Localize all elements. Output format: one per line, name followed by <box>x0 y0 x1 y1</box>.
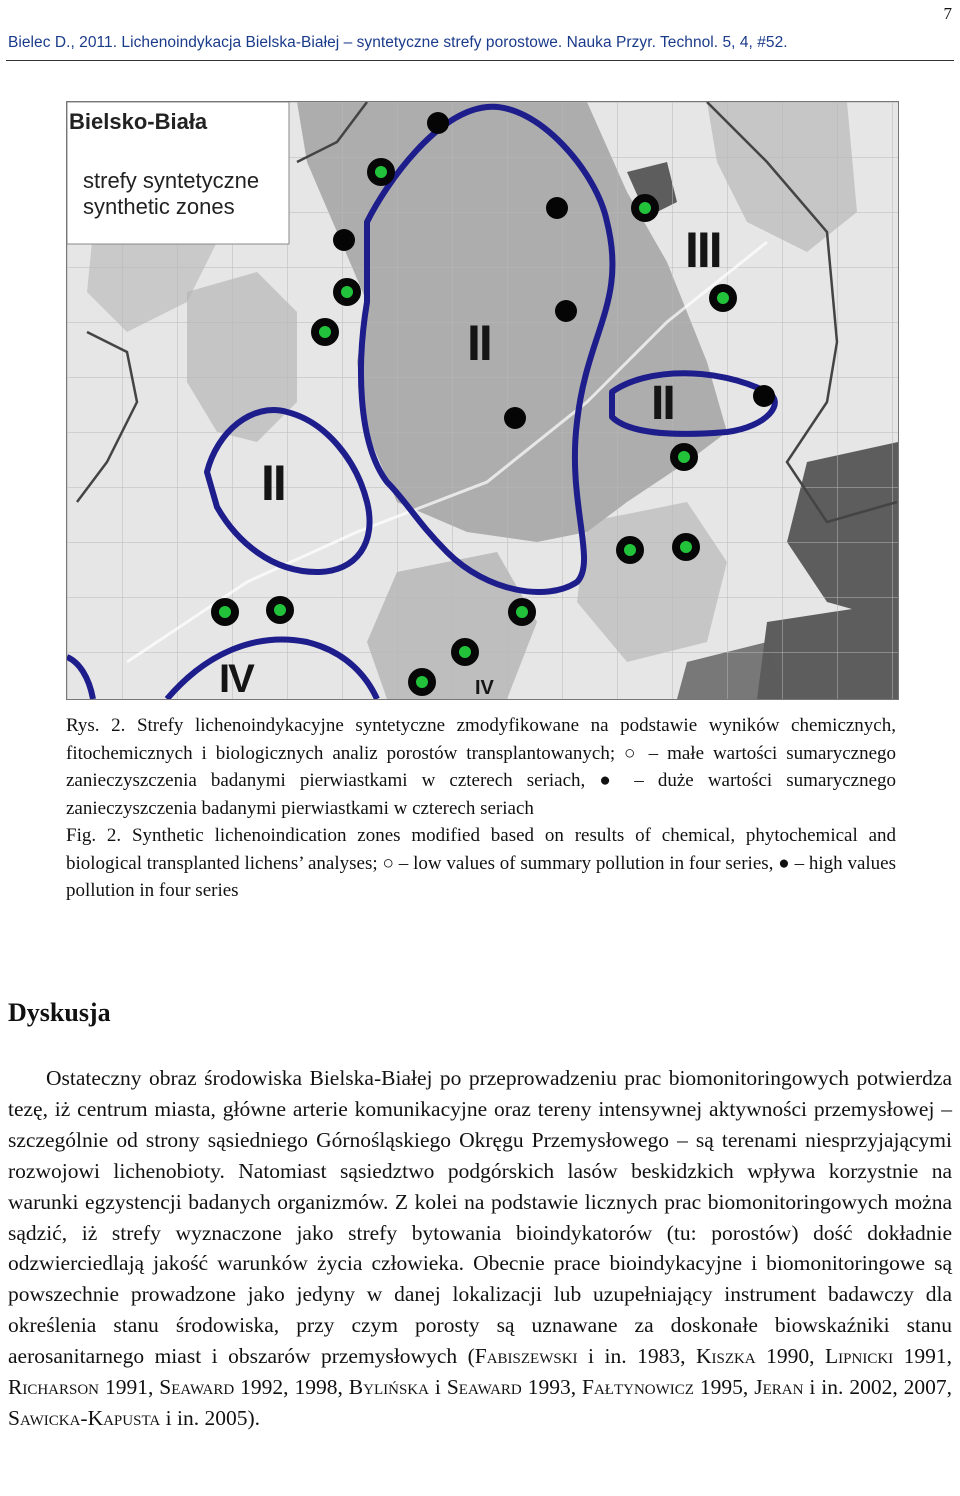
low-point <box>713 288 733 308</box>
ref-5: Bylińska i <box>348 1375 447 1400</box>
caption-polish: Rys. 2. Strefy lichenoindykacyjne syntetyczne zmodyfikowane na podstawie wyników chemicznych, fitochemicznych i biologicznych analiz porostów transplantowanych; ○ – małe wartości sumarycznego zanieczyszczenia badanymi pierwiastkami w czterech seriach, ● – duże wartości sumarycznego zanieczyszczenia badanymi pierwiastkami w czterech seriach <box>66 715 896 819</box>
ref-author: Lipnicki <box>825 1344 894 1369</box>
ref-author: Kiszka <box>695 1344 756 1369</box>
ref-author: Seaward <box>446 1375 522 1400</box>
ref-9: Sawicka-Kapusta i in. 2005). <box>8 1405 260 1430</box>
high-point <box>555 300 577 322</box>
low-point <box>676 537 696 557</box>
low-point <box>337 282 357 302</box>
zone-label-iv-south: IV <box>475 677 494 699</box>
low-point <box>371 162 391 182</box>
zone-map-figure <box>66 101 899 700</box>
page-number: 7 <box>943 4 952 23</box>
running-header: Bielec D., 2011. Lichenoindykacja Bielska-Białej – syntetyczne strefy porostowe. Nauka Przyr. Technol. 5, 4, #52. <box>8 34 788 51</box>
figure-caption <box>66 712 896 905</box>
legend-line-1: strefy syntetyczne <box>83 168 260 193</box>
low-point <box>620 540 640 560</box>
high-point <box>504 407 526 429</box>
high-point <box>546 197 568 219</box>
low-point <box>270 600 290 620</box>
discussion-text: Ostateczny obraz środowiska Bielska-Białej po przeprowadzeniu prac biomonitoringowych potwierdza tezę, iż centrum miasta, główne arterie komunikacyjne oraz tereny intensywnej aktywności przemysłowej – szczególnie od strony sąsiedniego Górnośląskiego Okręgu Przemysłowego – są terenami niesprzyjającymi rozwojowi lichenobioty. Natomiast sąsiedztwo podgórskich lasów beskidzkich wpływa korzystnie na warunki egzystencji badanych organizmów. Z kolei na podstawie licznych prac biomonitoringowych można sądzić, iż strefy wyznaczone jako strefy bytowania bioindykatorów (tu: porostów) dość dokładnie odzwierciedlają jakość warunków życia człowieka. Obecnie prace bioindykacyjne i biomonitoringowe są powszechnie prowadzone jako jedyny w danej lokalizacji lub uzupełniający instrument badawczy dla określenia stanu środowiska, przy czym porosty są uznawane za doskonałe biowskaźniki stanu aerosanitarnego miast i obszarów przemysłowych ( <box>8 1066 952 1369</box>
discussion-paragraph <box>8 1063 952 1434</box>
low-point <box>215 602 235 622</box>
ref-author: Fałtynowicz <box>582 1375 694 1400</box>
ref-author: Richarson <box>8 1375 100 1400</box>
low-point <box>512 602 532 622</box>
zone-label-ii-east: II <box>651 377 674 430</box>
ref-2: Lipnicki 1991, <box>825 1344 953 1369</box>
high-point <box>427 112 449 134</box>
ref-author: Seaward <box>159 1375 235 1400</box>
low-point <box>412 672 432 692</box>
zone-label-ii-west: II <box>261 455 285 511</box>
high-point <box>333 229 355 251</box>
low-point <box>315 322 335 342</box>
map-title: Bielsko-Biała <box>69 109 208 134</box>
ref-7: Fałtynowicz 1995, <box>582 1375 755 1400</box>
zone-label-iv-west: IV <box>219 657 253 699</box>
zone-label-iii: III <box>685 222 721 278</box>
ref-3: Richarson 1991, <box>8 1375 160 1400</box>
legend-line-2: synthetic zones <box>83 194 235 219</box>
ref-author: Bylińska <box>348 1375 429 1400</box>
ref-author: Fabiszewski <box>474 1344 578 1369</box>
ref-6: Seaward 1993, <box>446 1375 583 1400</box>
zone-label-ii-central: II <box>467 315 491 371</box>
caption-english: Fig. 2. Synthetic lichenoindication zones modified based on results of chemical, phytochemical and biological transplanted lichens’ analyses; ○ – low values of summary pollution in four series, ● – high values pollution in four series <box>66 825 896 901</box>
ref-0: Fabiszewski i in. 1983, <box>474 1344 696 1369</box>
low-point <box>674 447 694 467</box>
low-point <box>635 198 655 218</box>
ref-1: Kiszka 1990, <box>695 1344 826 1369</box>
ref-author: Sawicka-Kapusta <box>8 1405 161 1430</box>
header-rule <box>6 60 954 61</box>
low-point <box>455 642 475 662</box>
ref-4: Seaward 1992, 1998, <box>159 1375 349 1400</box>
high-point <box>753 385 775 407</box>
ref-8: Jeran i in. 2002, 2007, <box>754 1375 953 1400</box>
section-heading: Dyskusja <box>8 998 111 1027</box>
ref-author: Jeran <box>754 1375 804 1400</box>
